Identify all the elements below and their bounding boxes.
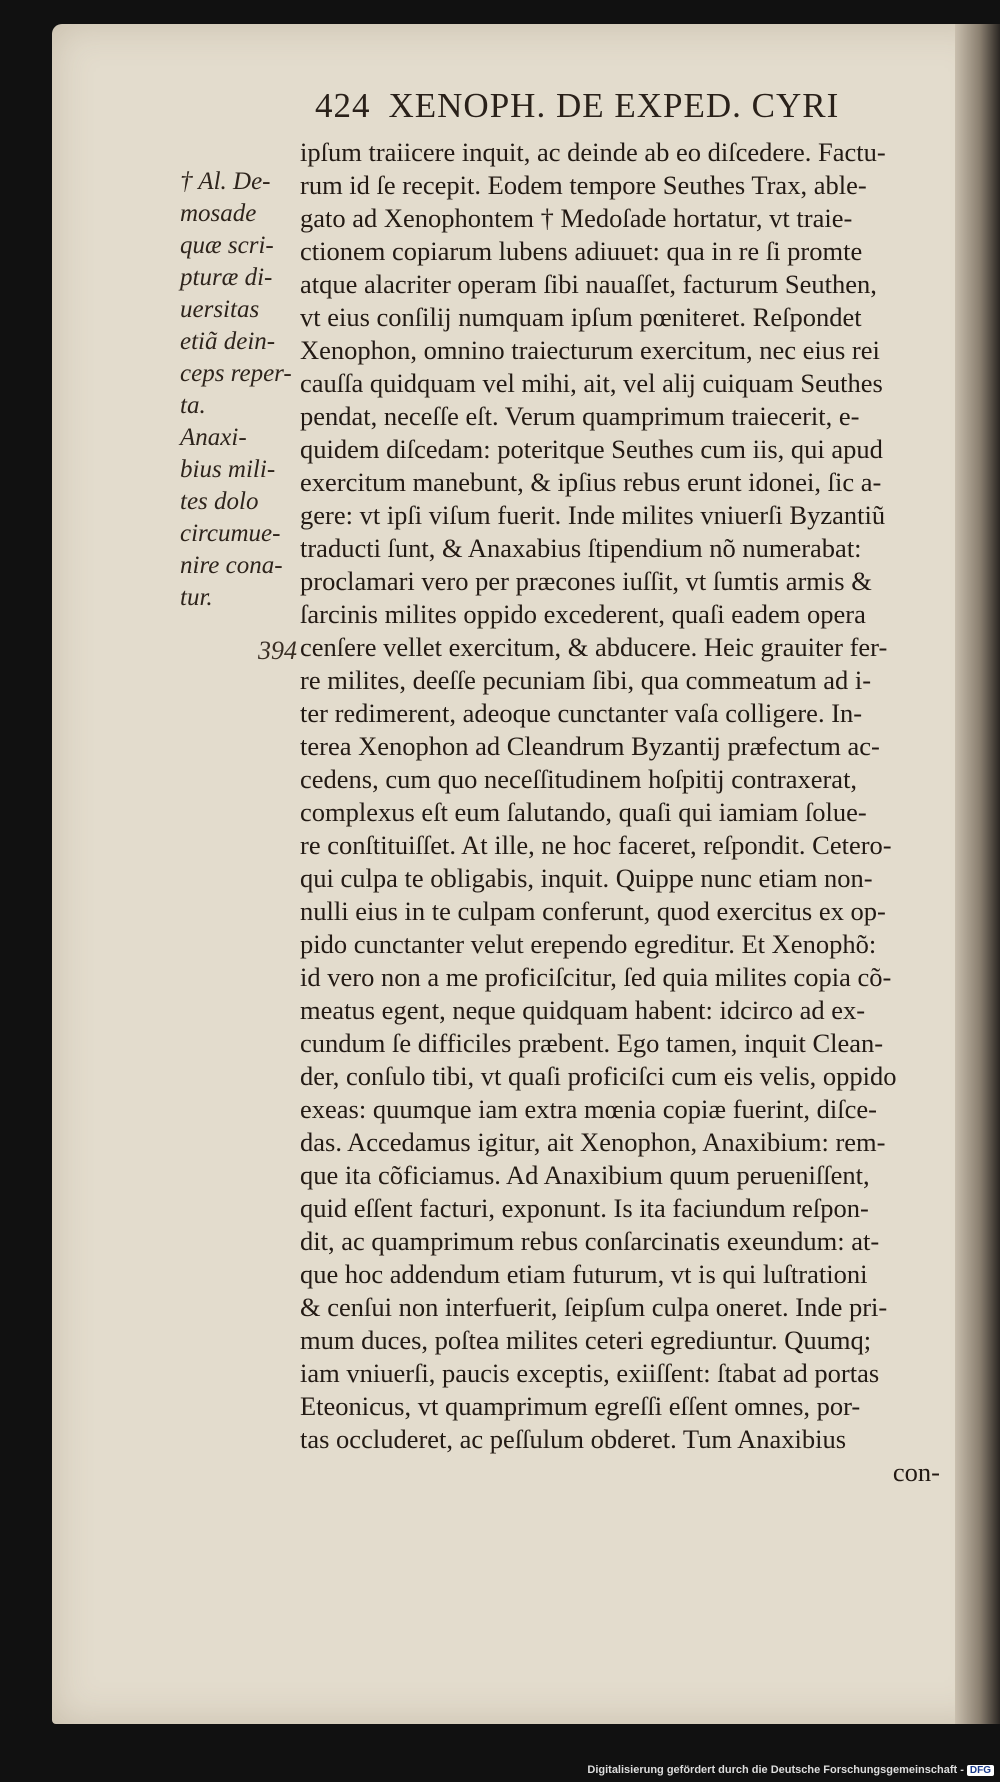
text-line: iam vniuerſi, paucis exceptis, exiiſſent: ſtabat ad portas <box>300 1358 880 1388</box>
digitization-footer <box>587 1764 994 1776</box>
text-line: rum id ſe recepit. Eodem tempore Seuthes Trax, able- <box>300 170 867 200</box>
text-line: ipſum traiicere inquit, ac deinde ab eo diſcedere. Factu- <box>300 137 886 167</box>
text-line: pido cunctanter velut erependo egreditur. Et Xenophõ: <box>300 929 877 959</box>
text-line: proclamari vero per præcones iuſſit, vt ſumtis armis & <box>300 566 872 596</box>
text-line: cenſere vellet exercitum, & abducere. Heic grauiter fer- <box>300 632 888 662</box>
text-line: tas occluderet, ac peſſulum obderet. Tum Anaxibius <box>300 1424 847 1454</box>
marginal-line: ceps reper- <box>180 360 292 387</box>
text-line: exercitum manebunt, & ipſius rebus erunt idonei, ſic a- <box>300 467 882 497</box>
text-line: das. Accedamus igitur, ait Xenophon, Anaxibium: rem- <box>300 1127 886 1157</box>
text-line: que hoc addendum etiam futurum, vt is qui luſtrationi <box>300 1259 868 1289</box>
text-line: quidem diſcedam: poteritque Seuthes cum iis, qui apud <box>300 434 883 464</box>
text-line: meatus egent, neque quidquam habent: idcirco ad ex- <box>300 995 866 1025</box>
text-line: qui culpa te obligabis, inquit. Quippe nunc etiam non- <box>300 863 873 893</box>
text-line: exeas: quumque iam extra mœnia copiæ fuerint, diſce- <box>300 1094 877 1124</box>
text-line: gere: vt ipſi viſum fuerit. Inde milites vniuerſi Byzantiũ <box>300 500 886 530</box>
marginal-line: circumue- <box>180 520 281 547</box>
text-line: nulli eius in te culpam conferunt, quod exercitus ex op- <box>300 896 886 926</box>
text-line: gato ad Xenophontem † Medoſade hortatur, vt traie- <box>300 203 853 233</box>
text-line: ctionem copiarum lubens adiuuet: qua in re ſi promte <box>300 236 863 266</box>
marginal-line: quæ scri- <box>180 232 274 259</box>
marginal-line: tes dolo <box>180 488 259 515</box>
text-line: mum duces, poſtea milites ceteri egrediuntur. Quumq; <box>300 1325 872 1355</box>
text-line: pendat, neceſſe eſt. Verum quamprimum traiecerit, e- <box>300 401 860 431</box>
marginal-notes <box>180 166 300 614</box>
text-line: Eteonicus, vt quamprimum egreſſi eſſent omnes, por- <box>300 1391 861 1421</box>
text-line: der, conſulo tibi, vt quaſi proficiſci cum eis velis, oppido <box>300 1061 897 1091</box>
footer-text: Digitalisierung gefördert durch die Deutsche Forschungsgemeinschaft - <box>587 1764 964 1776</box>
text-line: atque alacriter operam ſibi nauaſſet, facturum Seuthen, <box>300 269 877 299</box>
running-header <box>315 86 839 126</box>
text-line: cedens, cum quo neceſſitudinem hoſpitij contraxerat, <box>300 764 858 794</box>
text-line: vt eius conſilij numquam ipſum pœniteret. Reſpondet <box>300 302 862 332</box>
marginal-line: pturæ di- <box>180 264 273 291</box>
catchword: con- <box>892 1457 940 1487</box>
text-line: Xenophon, omnino traiecturum exercitum, nec eius rei <box>300 335 880 365</box>
running-title: XENOPH. DE EXPED. CYRI <box>388 86 840 125</box>
text-line: que ita cõficiamus. Ad Anaxibium quum perueniſſent, <box>300 1160 870 1190</box>
text-line: complexus eſt eum ſalutando, quaſi qui iamiam ſolue- <box>300 797 867 827</box>
folio-marker: 394 <box>258 636 297 665</box>
text-line: cundum ſe difficiles præbent. Ego tamen, inquit Clean- <box>300 1028 884 1058</box>
text-line: & cenſui non interfuerit, ſeipſum culpa oneret. Inde pri- <box>300 1292 888 1322</box>
marginal-line: ta. <box>180 392 206 419</box>
body-text <box>300 136 960 1489</box>
dfg-logo: DFG <box>967 1765 994 1776</box>
page-number: 424 <box>315 86 371 125</box>
marginal-line: mosade <box>180 200 257 227</box>
text-line: re milites, deeſſe pecuniam ſibi, qua commeatum ad i- <box>300 665 872 695</box>
marginal-line: Anaxi- <box>180 424 247 451</box>
text-line: ſarcinis milites oppido excederent, quaſi eadem opera <box>300 599 866 629</box>
text-line: terea Xenophon ad Cleandrum Byzantij præfectum ac- <box>300 731 880 761</box>
marginal-line: uersitas <box>180 296 260 323</box>
marginal-line: tur. <box>180 584 213 611</box>
marginal-line: bius mili- <box>180 456 276 483</box>
text-line: ter redimerent, adeoque cunctanter vaſa colligere. In- <box>300 698 863 728</box>
text-line: dit, ac quamprimum rebus conſarcinatis exeundum: at- <box>300 1226 880 1256</box>
text-line: cauſſa quidquam vel mihi, ait, vel alij cuiquam Seuthes <box>300 368 883 398</box>
text-line: id vero non a me proficiſcitur, ſed quia milites copia cõ- <box>300 962 892 992</box>
marginal-line: † Al. De- <box>180 168 271 195</box>
text-line: re conſtituiſſet. At ille, ne hoc faceret, reſpondit. Cetero- <box>300 830 892 860</box>
book-spine <box>955 24 1000 1724</box>
text-line: traducti ſunt, & Anaxabius ſtipendium nõ numerabat: <box>300 533 862 563</box>
text-line: quid eſſent facturi, exponunt. Is ita faciundum reſpon- <box>300 1193 869 1223</box>
marginal-line: nire cona- <box>180 552 283 579</box>
marginal-line: etiã dein- <box>180 328 276 355</box>
